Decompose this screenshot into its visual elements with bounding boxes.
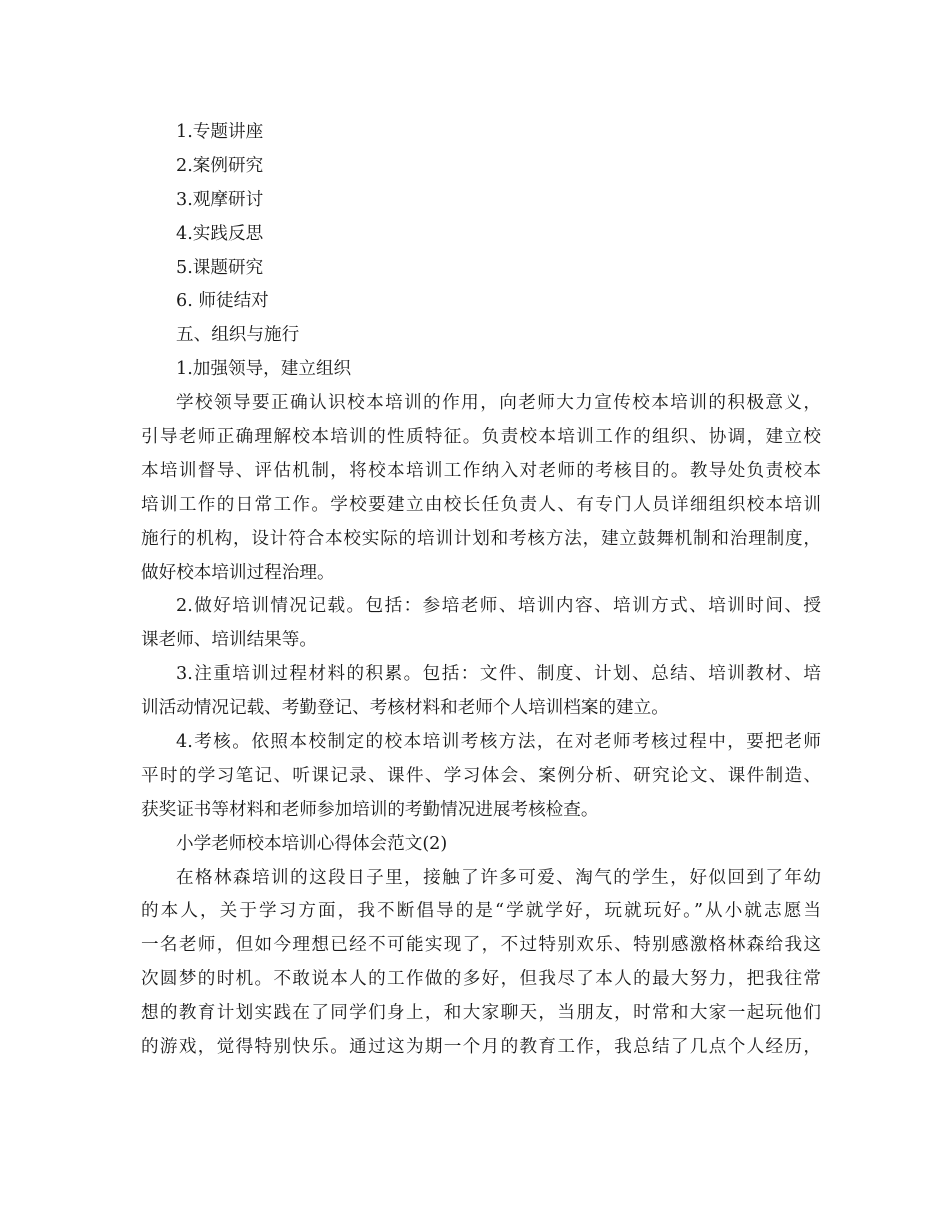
text-line: 1.加强领导，建立组织: [176, 359, 352, 380]
text-line: 五、组织与施行: [176, 325, 300, 346]
text-line: 5.课题研究: [176, 257, 264, 278]
text-line: 一名老师，但如今理想已经不可能实现了，不过特别欢乐、特别感激格林森给我这: [141, 935, 821, 956]
text-line: 6. 师徒结对: [176, 291, 269, 312]
text-line: 的游戏，觉得特别快乐。通过这为期一个月的教育工作，我总结了几点个人经历，: [141, 1037, 821, 1058]
text-line: 施行的机构，设计符合本校实际的培训计划和考核方法，建立鼓舞机制和治理制度，: [141, 528, 821, 549]
text-line: 想的教育计划实践在了同学们身上，和大家聊天，当朋友，时常和大家一起玩他们: [141, 1003, 821, 1024]
text-line: 课老师、培训结果等。: [141, 630, 317, 651]
text-line: 2.案例研究: [176, 155, 264, 176]
text-line: 2.做好培训情况记载。包括：参培老师、培训内容、培训方式、培训时间、授: [176, 596, 821, 617]
text-line: 4.实践反思: [176, 223, 264, 244]
text-line: 训活动情况记载、考勤登记、考核材料和老师个人培训档案的建立。: [141, 698, 669, 719]
text-line: 3.注重培训过程材料的积累。包括：文件、制度、计划、总结、培训教材、培: [176, 664, 821, 685]
text-line: 获奖证书等材料和老师参加培训的考勤情况进展考核检查。: [141, 799, 599, 820]
text-line: 本培训督导、评估机制，将校本培训工作纳入对老师的考核目的。教导处负责校本: [141, 460, 821, 481]
text-line: 3.观摩研讨: [176, 189, 264, 210]
text-line: 4.考核。依照本校制定的校本培训考核方法，在对老师考核过程中，要把老师: [176, 732, 821, 753]
text-line: 平时的学习笔记、听课记录、课件、学习体会、案例分析、研究论文、课件制造、: [141, 765, 821, 786]
text-line: 在格林森培训的这段日子里，接触了许多可爱、淘气的学生，好似回到了年幼: [176, 867, 821, 888]
text-line: 引导老师正确理解校本培训的性质特征。负责校本培训工作的组织、协调，建立校: [141, 427, 821, 448]
text-line: 1.专题讲座: [176, 122, 264, 142]
text-line: 次圆梦的时机。不敢说本人的工作做的多好，但我尽了本人的最大努力，把我往常: [141, 969, 821, 990]
text-line: 学校领导要正确认识校本培训的作用，向老师大力宣传校本培训的积极意义，: [176, 393, 821, 414]
document-body: [141, 116, 821, 1065]
text-line: 的本人，关于学习方面，我不断倡导的是“学就学好，玩就玩好。”从小就志愿当: [141, 901, 821, 922]
text-line: 做好校本培训过程治理。: [141, 562, 335, 583]
text-line: 小学老师校本培训心得体会范文(2): [176, 833, 448, 854]
text-line: 培训工作的日常工作。学校要建立由校长任负责人、有专门人员详细组织校本培训: [141, 494, 821, 515]
